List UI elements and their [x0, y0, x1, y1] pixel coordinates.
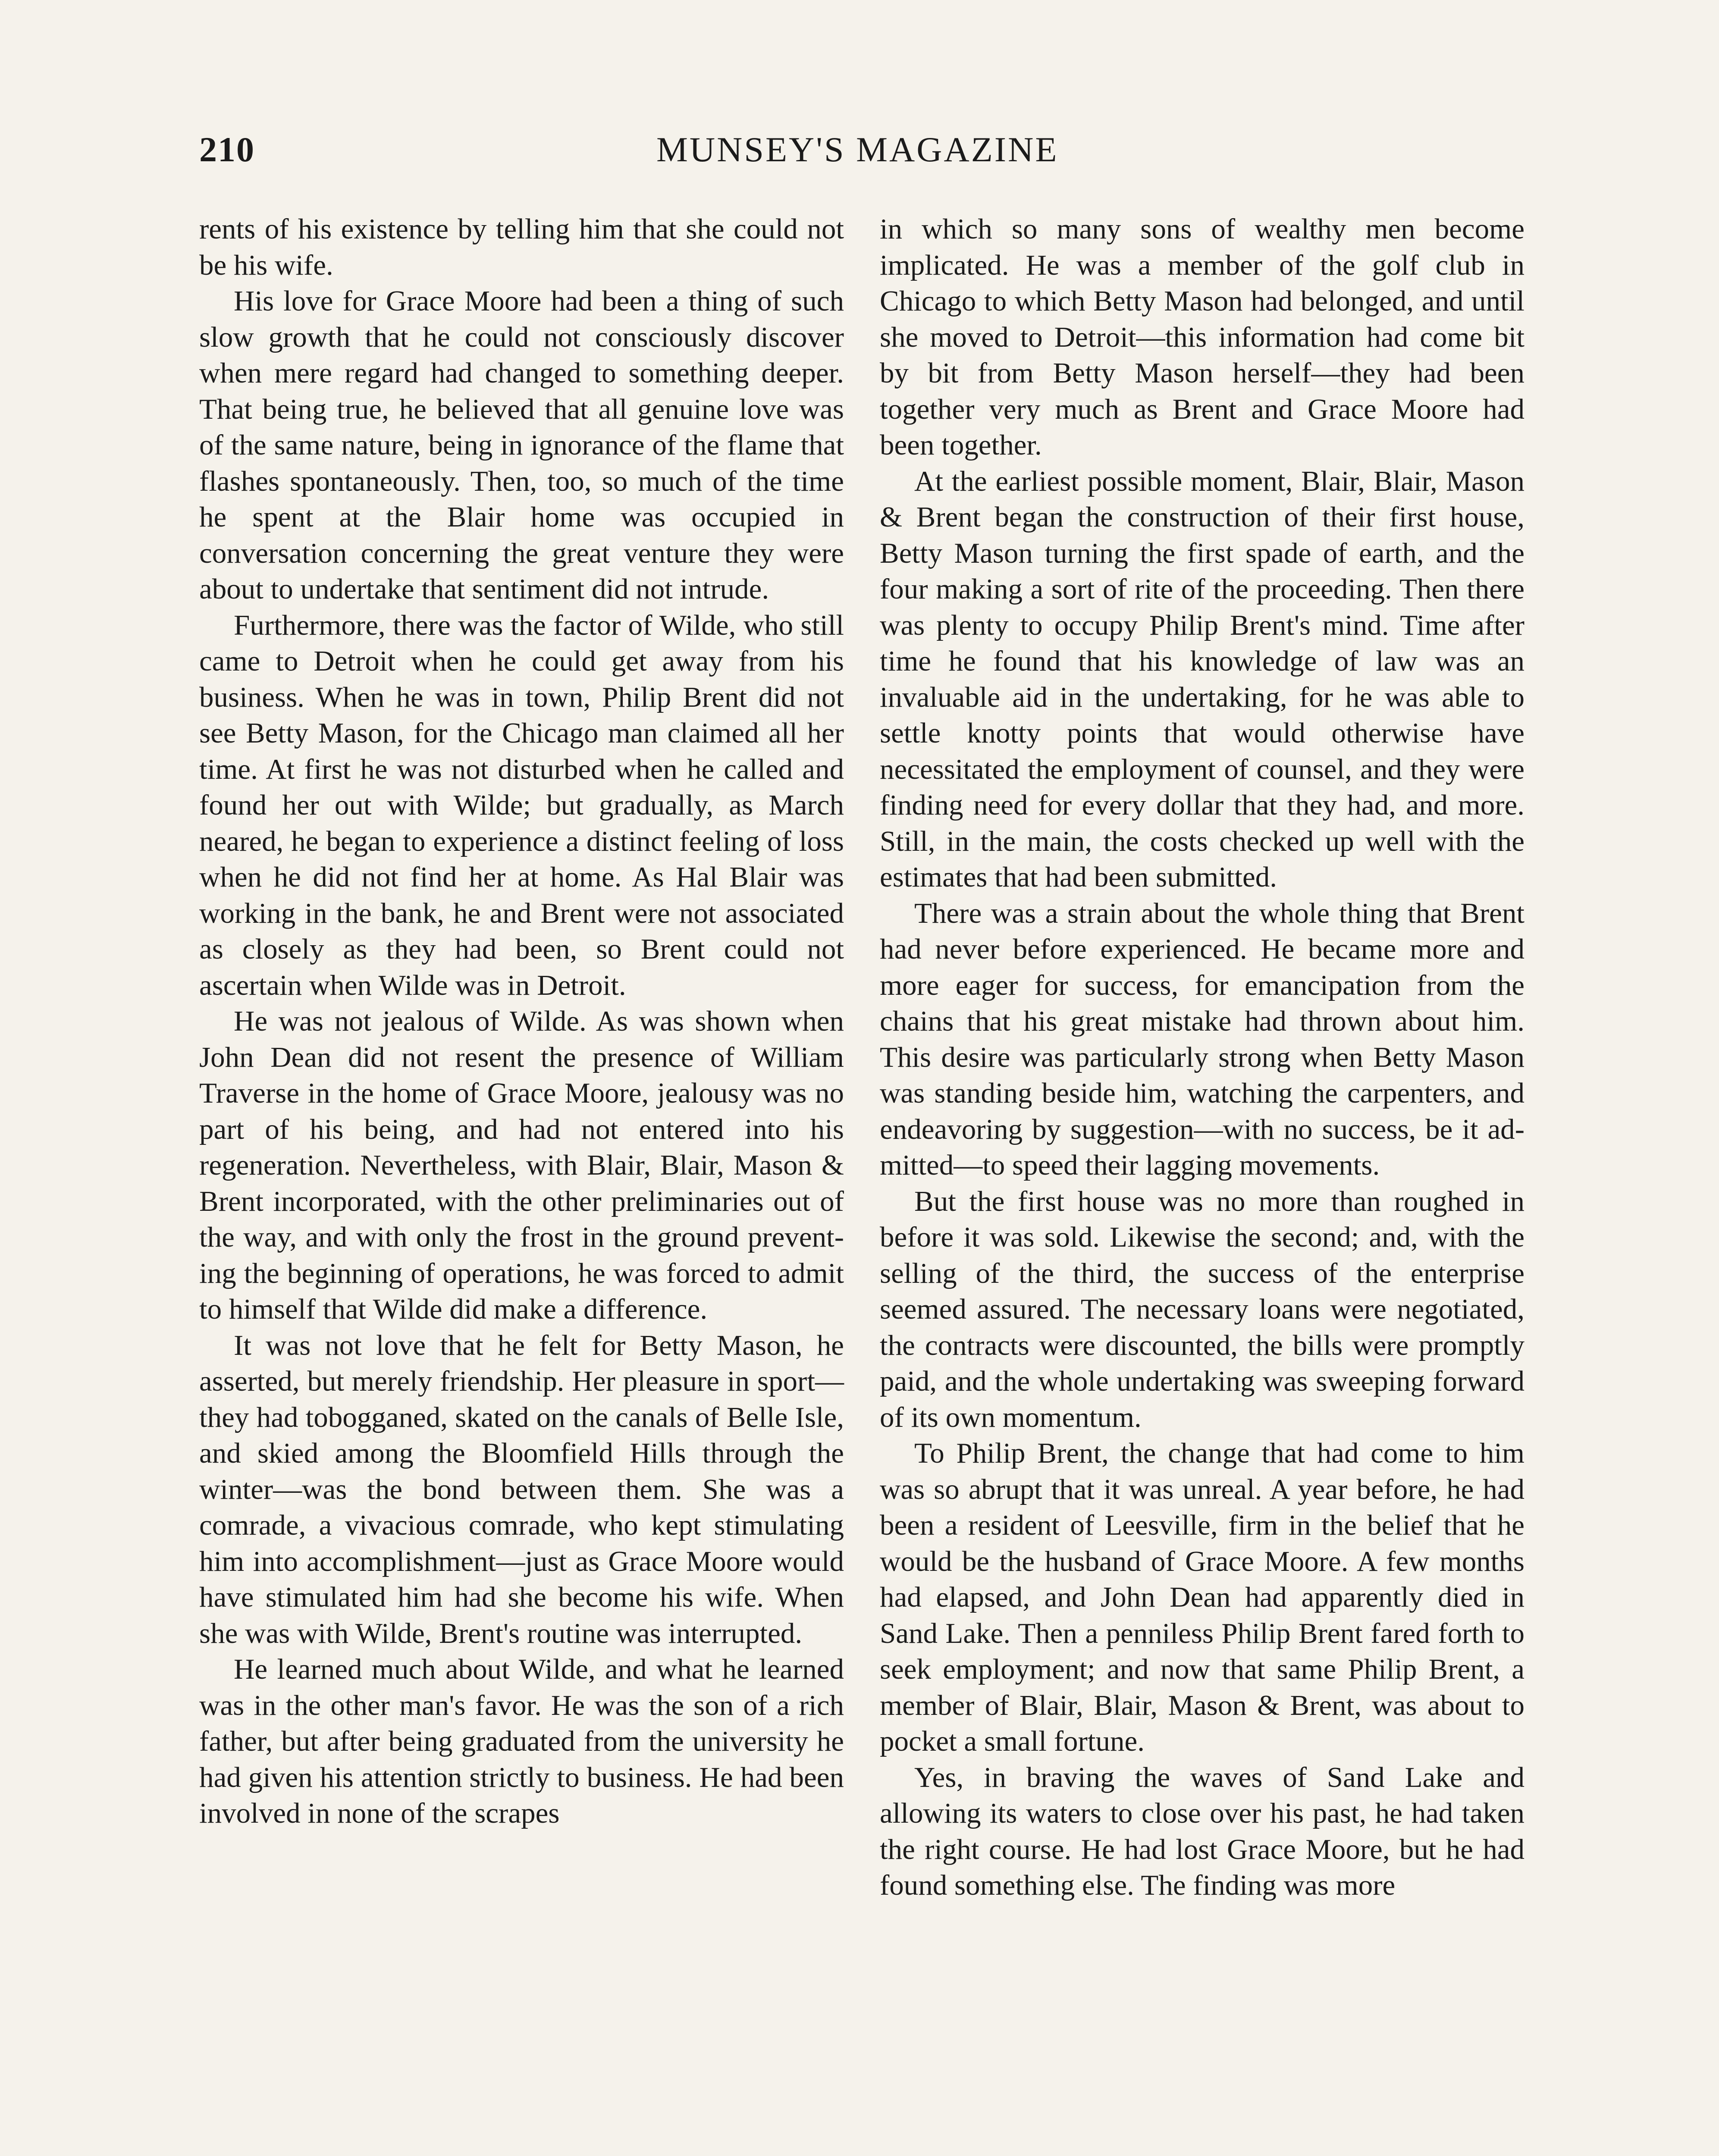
paragraph: in which so many sons of wealthy men become implicated. He was a member of the golf club in Chicago to which Betty Mason had belonged, and until she moved to Detroit—this information had come bit by bit from Betty Mason herself—they had been together very much as Brent and Grace Moore had been together.	[880, 213, 1525, 461]
paragraph: At the earliest possible moment, Blair, Blair, Mason & Brent began the construction of their first house, Betty Mason turning the first spade of earth, and the four making a sort of rite of the proceeding. Then there was plenty to occupy Philip Brent's mind. Time after time he found that his knowledge of law was an invaluable aid in the undertaking, for he was able to settle knotty points that would otherwise have necessitated the employment of counsel, and they were finding need for every dollar that they had, and more. Still, in the main, the costs checked up well with the estimates that had been submitted.	[880, 465, 1525, 893]
paragraph: To Philip Brent, the change that had come to him was so abrupt that it was unreal. A year before, he had been a resident of Leesville, firm in the belief that he would be the husband of Grace Moore. A few months had elapsed, and John Dean had apparently died in Sand Lake. Then a penniless Philip Brent fared forth to seek employment; and now that same Philip Brent, a member of Blair, Blair, Mason & Brent, was about to pocket a small fortune.	[880, 1437, 1525, 1757]
paragraph: His love for Grace Moore had been a thing of such slow growth that he could not consciously discover when mere regard had changed to something deeper. That being true, he believed that all genuine love was of the same nature, being in ignorance of the flame that flashes spontaneously. Then, too, so much of the time he spent at the Blair home was occupied in conversation concerning the great venture they were about to undertake that sentiment did not intrude.	[199, 285, 844, 605]
left-column	[199, 211, 844, 1832]
paragraph: But the first house was no more than roughed in before it was sold. Likewise the second; and, with the selling of the third, the success of the enterprise seemed assured. The necessary loans were negotiated, the contracts were discounted, the bills were promptly paid, and the whole undertaking was sweeping forward of its own momentum.	[880, 1185, 1525, 1433]
paragraph: He was not jealous of Wilde. As was shown when John Dean did not resent the presence of William Traverse in the home of Grace Moore, jealousy was no part of his being, and had not entered into his regeneration. Nevertheless, with Blair, Blair, Mason & Brent incorporated, with the other preliminaries out of the way, and with only the frost in the ground preventing the beginning of operations, he was forced to admit to himself that Wilde did make a difference.	[199, 1005, 844, 1325]
paragraph: rents of his existence by telling him that she could not be his wife.	[199, 213, 844, 281]
paragraph: Furthermore, there was the factor of Wilde, who still came to Detroit when he could get away from his business. When he was in town, Philip Brent did not see Betty Mason, for the Chicago man claimed all her time. At first he was not disturbed when he called and found her out with Wilde; but gradually, as March neared, he began to experience a distinct feeling of loss when he did not find her at home. As Hal Blair was working in the bank, he and Brent were not associated as closely as they had been, so Brent could not ascertain when Wilde was in Detroit.	[199, 609, 844, 1001]
page-number: 210	[199, 130, 255, 169]
right-column	[880, 211, 1525, 1904]
paragraph: There was a strain about the whole thing that Brent had never before experienced. He became more and more eager for success, for emancipation from the chains that his great mistake had thrown about him. This desire was particularly strong when Betty Mason was standing beside him, watching the carpenters, and endeavoring by suggestion—with no success, be it admitted—to speed their lagging movements.	[880, 897, 1525, 1181]
running-head: MUNSEY'S MAGAZINE	[656, 130, 1059, 169]
paragraph: It was not love that he felt for Betty Mason, he asserted, but merely friendship. Her pleasure in sport—they had tobogganed, skated on the canals of Belle Isle, and skied among the Bloomfield Hills through the winter—was the bond between them. She was a comrade, a vivacious comrade, who kept stimulating him into accomplishment—just as Grace Moore would have stimulated him had she become his wife. When she was with Wilde, Brent's routine was interrupted.	[199, 1329, 844, 1649]
page-header	[199, 129, 1528, 177]
paragraph: He learned much about Wilde, and what he learned was in the other man's favor. He was the son of a rich father, but after being graduated from the university he had given his attention strictly to business. He had been involved in none of the scrapes	[199, 1653, 844, 1829]
paragraph: Yes, in braving the waves of Sand Lake and allowing its waters to close over his past, he had taken the right course. He had lost Grace Moore, but he had found something else. The finding was more	[880, 1761, 1525, 1901]
